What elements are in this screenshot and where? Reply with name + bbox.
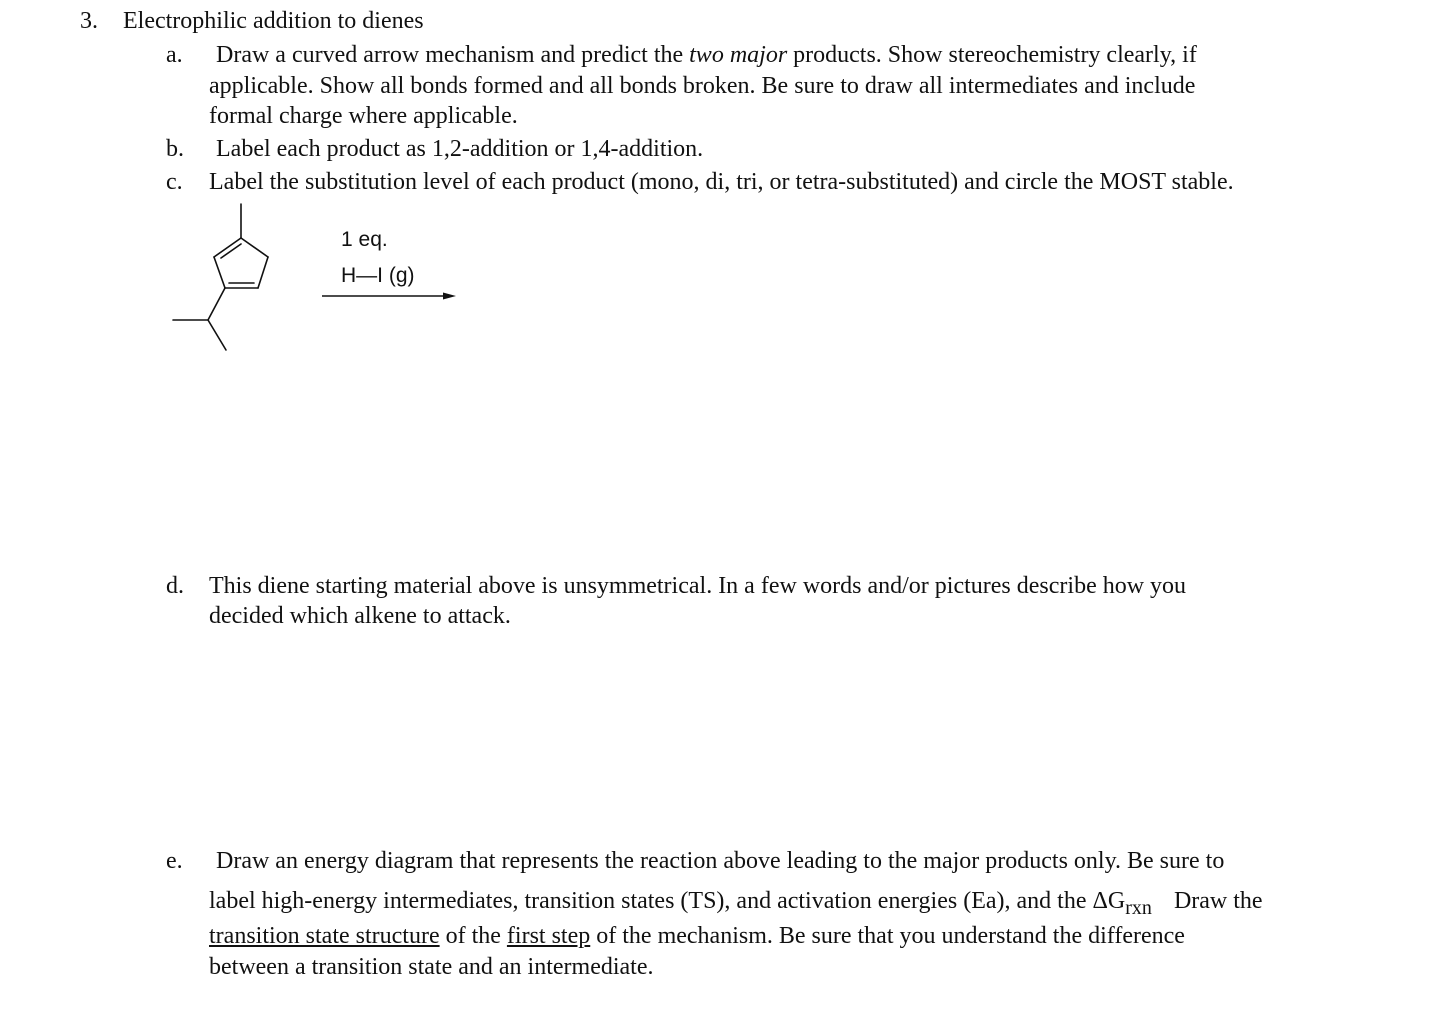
part-e-line1: Draw an energy diagram that represents the reaction above leading to the major products only. Be sure to — [216, 848, 1225, 874]
part-e-line4: between a transition state and an intermediate. — [209, 954, 654, 980]
part-d-label: d. — [166, 573, 184, 599]
part-a-line2: applicable. Show all bonds formed and all bonds broken. Be sure to draw all intermediates and include — [209, 73, 1196, 99]
part-e-line2: label high-energy intermediates, transition states (TS), and activation energies (Ea), and the $\Delta G_{rxn}$ Draw the — [209, 888, 1263, 919]
part-c-text: Label the substitution level of each product (mono, di, tri, or tetra-substituted) and circle the MOST stable. — [209, 169, 1234, 195]
part-a-line1: Draw a curved arrow mechanism and predict the two major products. Show stereochemistry clearly, if — [216, 42, 1197, 68]
part-a-line3: formal charge where applicable. — [209, 103, 518, 129]
part-e-line3: transition state structure of the first step of the mechanism. Be sure that you understand the difference — [209, 923, 1185, 949]
reagent-equivalents: 1 eq. — [341, 228, 388, 251]
part-b-text: Label each product as 1,2-addition or 1,4-addition. — [216, 136, 704, 162]
part-a-label: a. — [166, 42, 183, 68]
question-number: 3. — [80, 8, 98, 34]
reagent-formula: H—I (g) — [341, 264, 415, 287]
reaction-arrow — [322, 293, 456, 300]
part-b-label: b. — [166, 136, 184, 162]
part-c-label: c. — [166, 169, 183, 195]
question-title: Electrophilic addition to dienes — [123, 8, 424, 34]
diene-structure — [173, 204, 268, 350]
part-d-line1: This diene starting material above is unsymmetrical. In a few words and/or pictures describe how you — [209, 573, 1187, 599]
part-e-label: e. — [166, 848, 183, 874]
part-d-line2: decided which alkene to attack. — [209, 603, 511, 629]
